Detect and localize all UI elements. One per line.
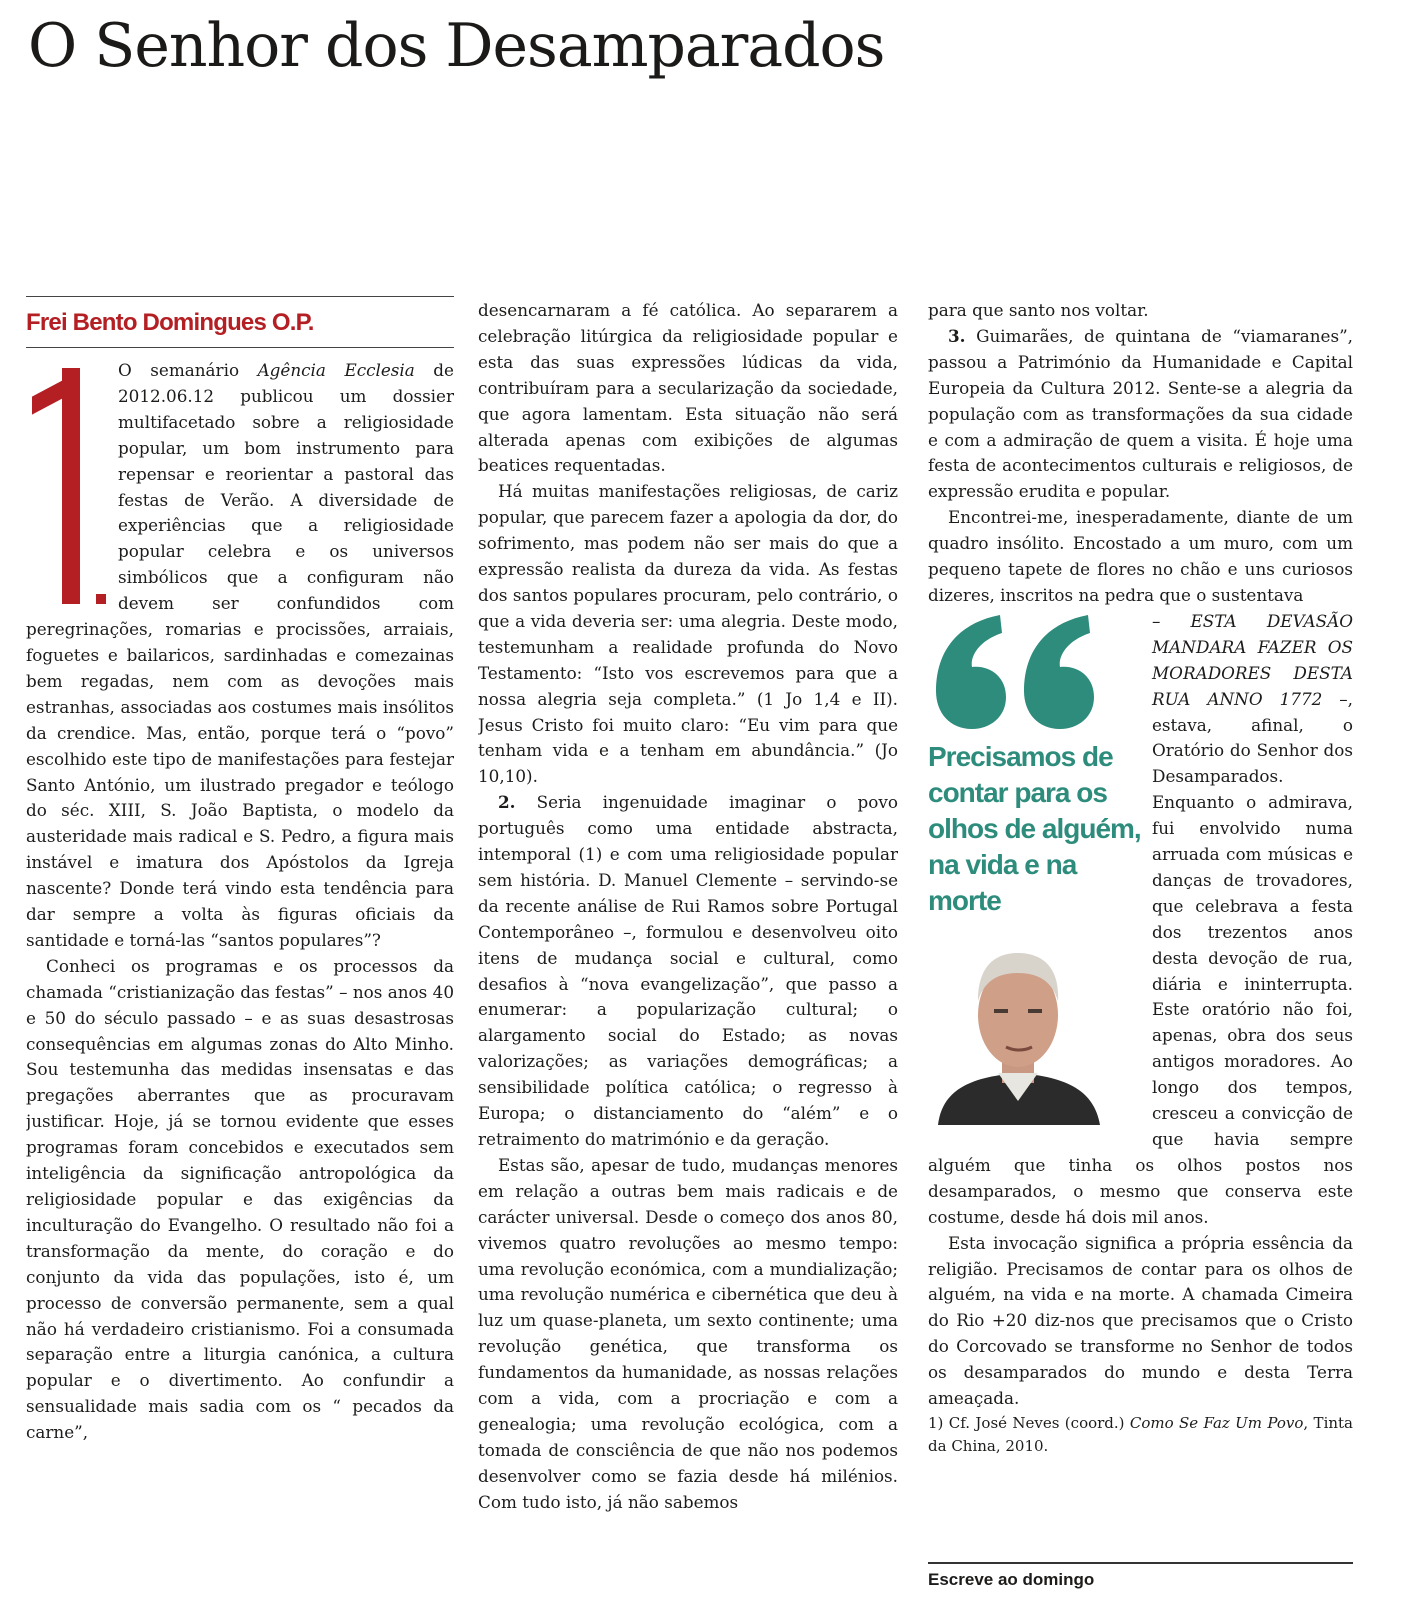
pull-quote [928,611,1142,1131]
headline: O Senhor dos Desamparados [28,11,885,81]
article-paragraph: Conheci os programas e os processos da chamada “cristianização das festas” – nos anos 40 e 50 do século passado – e as suas desastrosas consequências em algumas zonas do Alto Minho. Sou testemunha das medidas insensatas e das pregações aberrantes que as procuravam justificar. Hoje, já se tornou evidente que esses programas foram concebidos e executados sem inteligência da significação antropológica da religiosidade popular e das exigências da inculturação do Evangelho. O resultado não foi a transformação da mente, do coração e do conjunto da vida das populações, isto é, um processo de conversão permanente, sem a qual não há verdadeiro cristianismo. Foi a consumada separação entre a liturgia canónica, a cultura popular e o divertimento. Ao confundir a sensualidade mais sadia com os “ pecados da carne”, [26,955,454,1443]
pull-quote-text: Precisamos de contar para os olhos de alguém, na vida e na morte [928,740,1141,916]
drop-cap-stem [62,368,80,604]
byline-rule-bottom [26,347,454,348]
article-paragraph: Há muitas manifestações religiosas, de cariz popular, que parecem fazer a apologia da dor, do sofrimento, mas podem não ser mais do que a expressão realista da dureza da vida. As festas dos santos populares procuram, pelo contrário, o que a vida deveria ser: uma alegria. Deste modo, testemunham a realidade profunda do Novo Testamento: “Isto vos escrevemos para que a nossa alegria seja completa.” (1 Jo 1,4 e II). Jesus Cristo foi muito claro: “Eu vim para que tenham vida e a tenham em abundância.” (Jo 10,10). [478,481,898,787]
article-paragraph: Estas são, apesar de tudo, mudanças menores em relação a outras bem mais radicais e de carácter universal. Desde o começo dos anos 80, vivemos quatro revoluções ao mesmo tempo: uma revolução económica, com a mundialização; uma revolução numérica e cibernética que deu à luz um quase-planeta, um sexto continente; uma revolução genética, que transforma os fundamentos da humanidade, as nossas relações com a vida, com a procriação e com a genealogia; uma revolução ecológica, com a tomada de consciência de que não nos podemos desenvolver como se fazia desde há milénios. Com tudo isto, já não sabemos [478,1154,898,1512]
drop-cap-square [96,594,106,604]
article-paragraph: O semanário Agência Ecclesia de 2012.06.12 publicou um dossier multifacetado sobre a religiosidade popular, um bom instrumento para repensar e reorientar a pastoral das festas de Verão. A diversidade de experiências que a religiosidade popular celebra e os universos simbólicos que a configuram não devem ser confundidos com peregrinações, romarias e procissões, arraiais, foguetes e bailaricos, sardinhadas e comezainas bem regadas, nem com as devoções mais estranhas, associadas aos costumes mais insólitos da crendice. Mas, então, porque terá o “povo” escolhido este tipo de manifestações para festejar Santo António, um ilustrado pregador e teólogo do séc. XIII, S. João Baptista, o modelo da austeridade mais radical e S. Pedro, a figura mais instável e imatura dos Apóstolos da Igreja nascente? Donde terá vindo esta tendência para dar sempre a volta às figuras oficiais da santidade e torná-las “santos populares”? [26,360,454,950]
article-paragraph: 3. Guimarães, de quintana de “viamaranes”, passou a Património da Humanidade e Capital Europeia da Cultura 2012. Sente-se a alegria da população com as transformações da sua cidade e com a admiração de quem a visita. É hoje uma festa de acontecimentos culturais e religiosos, de expressão erudita e popular. [928,325,1353,502]
author-portrait [928,931,1108,1125]
column-1 [26,296,454,1591]
column-3 [928,298,1353,1593]
article-paragraph: desencarnaram a fé católica. Ao separarem a celebração litúrgica da religiosidade popular e esta das suas expressões lúdicas da vida, contribuíram para a secularização da sociedade, que agora lamentam. Esta situação não será alterada apenas com exibições de algumas beatices requentadas. [478,300,898,476]
article-paragraph: para que santo nos voltar. [928,300,1149,320]
article-paragraph: Encontrei-me, inesperadamente, diante de um quadro insólito. Encostado a um muro, com um pequeno tapete de flores no chão e uns curiosos dizeres, inscritos na pedra que o sustentava [928,507,1353,605]
signoff: Escreve ao domingo [928,1562,1353,1590]
drop-cap-number [26,364,112,610]
article-paragraph: 2. Seria ingenuidade imaginar o povo português como uma entidade abstracta, intemporal (1) e com uma religiosidade popular sem história. D. Manuel Clemente – servindo-se da recente análise de Rui Ramos sobre Portugal Contemporâneo –, formulou e desenvolveu oito itens de mudança social e cultural, como desafios à “nova evangelização”, que passo a enumerar: a popularização cultural; o alargamento social do Estado; as novas valorizações; as variações demográficas; a sensibilidade política católica; o regresso à Europa; o distanciamento do “além” e o retraimento do matrimónio e da geração. [478,792,898,1149]
byline: Frei Bento Domingues O.P. [26,309,314,336]
byline-rule-top [26,296,454,297]
footnote: 1) Cf. José Neves (coord.) Como Se Faz Um Povo, Tinta da China, 2010. [928,1413,1353,1455]
quote-marks-icon [928,611,1108,731]
article-paragraph: – ESTA DEVASÃO MANDARA FAZER OS MORADORES DESTA RUA ANNO 1772 –, estava, afinal, o Oratório do Senhor dos Desamparados. Enquanto o admirava, fui envolvido numa arruada com músicas e danças de trovadores, que celebrava a festa dos trezentos anos desta devoção de rua, diária e ininterrupta. Este oratório não foi, apenas, obra dos seus antigos moradores. Ao longo dos tempos, cresceu a convicção de que havia sempre alguém que tinha os olhos postos nos desamparados, o mesmo que conserva este costume, desde há dois mil anos. [928,610,1353,1227]
column-2 [478,298,898,1593]
article-paragraph: Esta invocação significa a própria essência da religião. Precisamos de contar para os olhos de alguém, na vida e na morte. A chamada Cimeira do Rio +20 diz-nos que precisamos que o Cristo do Corcovado se transforme no Senhor de todos os desamparados do mundo e desta Terra ameaçada. [928,1232,1353,1409]
